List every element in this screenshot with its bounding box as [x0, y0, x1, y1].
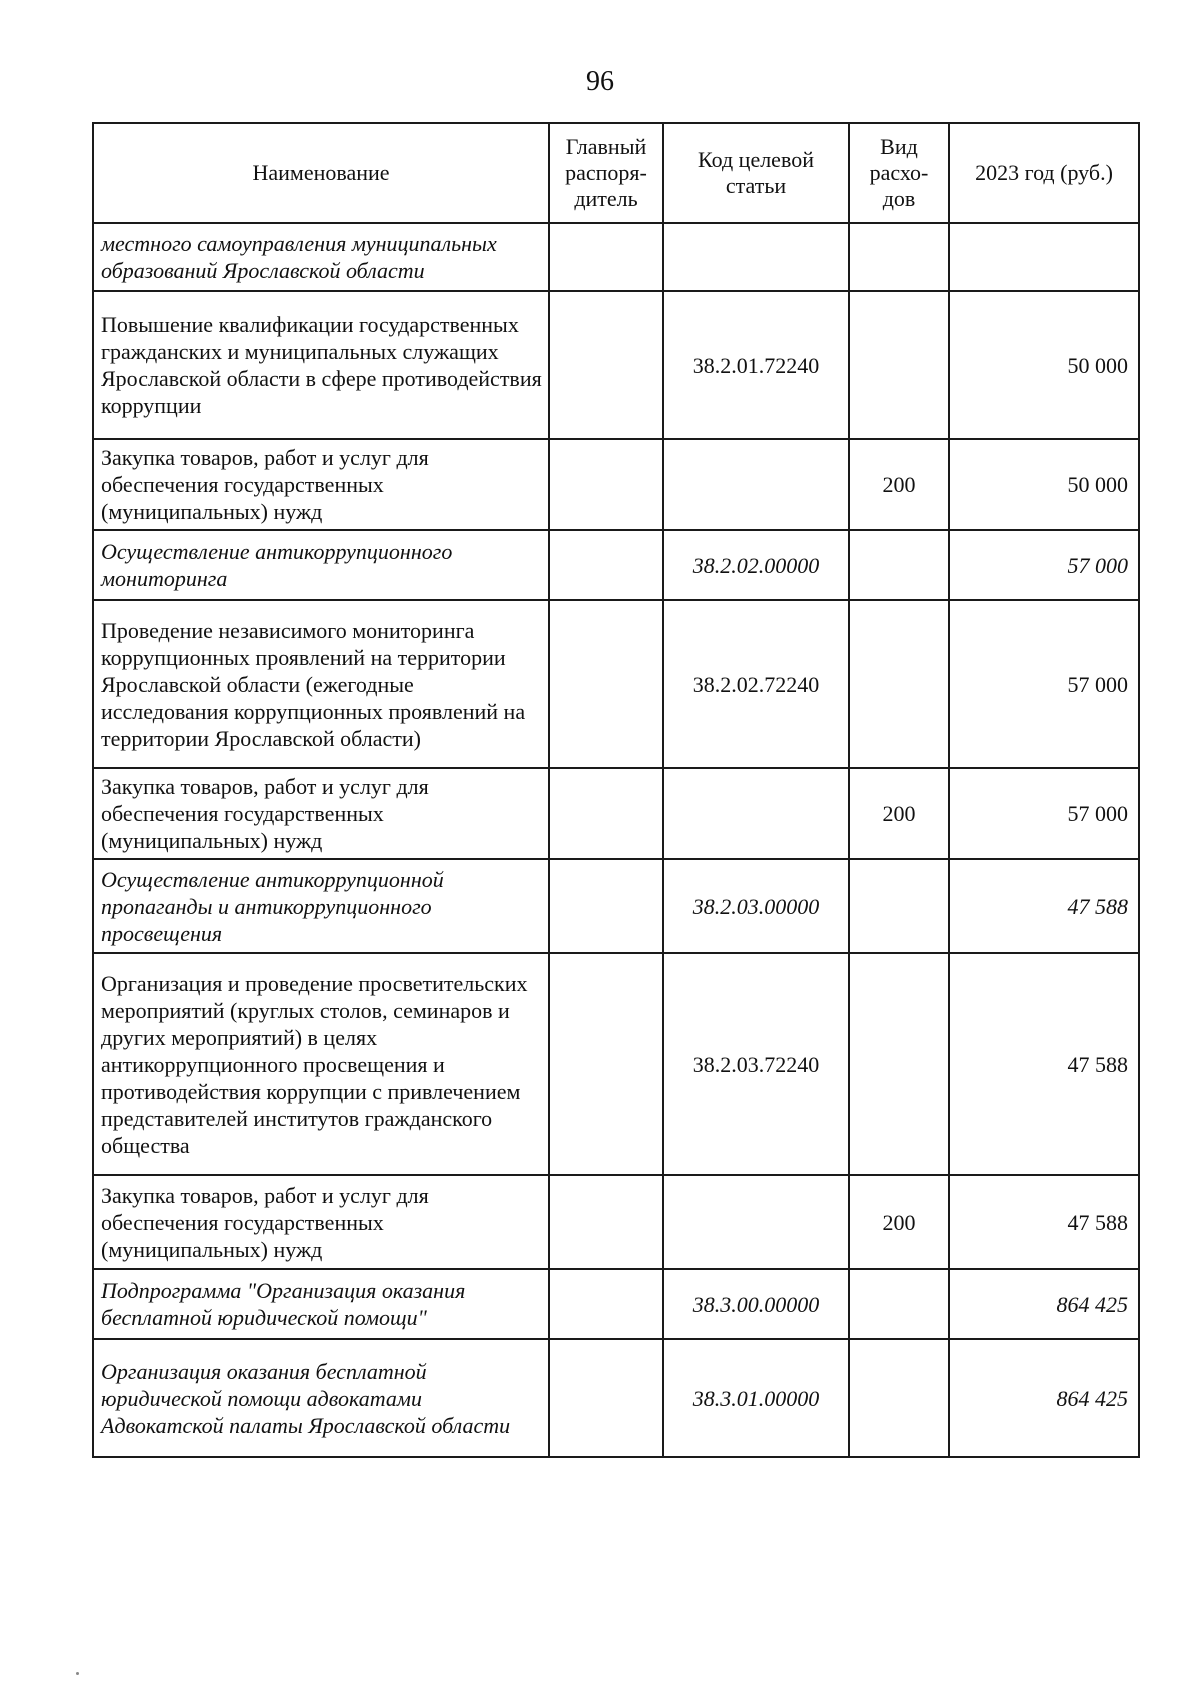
- table-row: [93, 859, 1139, 953]
- cell-name: Осуществление антикоррупционной пропаганды и антикоррупционного просвещения: [93, 859, 549, 953]
- cell-amount: 47 588: [949, 1175, 1139, 1269]
- cell-main-manager: [549, 1269, 663, 1339]
- cell-amount: 864 425: [949, 1339, 1139, 1457]
- cell-code: 38.3.00.00000: [663, 1269, 849, 1339]
- cell-main-manager: [549, 1175, 663, 1269]
- header-amount: 2023 год (руб.): [949, 123, 1139, 223]
- cell-main-manager: [549, 1339, 663, 1457]
- cell-kind: 200: [849, 768, 949, 859]
- page-number: 96: [586, 66, 614, 97]
- table-row: [93, 1339, 1139, 1457]
- cell-main-manager: [549, 439, 663, 530]
- cell-main-manager: [549, 768, 663, 859]
- cell-main-manager: [549, 953, 663, 1175]
- cell-kind: [849, 291, 949, 439]
- cell-name: Закупка товаров, работ и услуг для обеспечения государственных (муниципальных) нужд: [93, 439, 549, 530]
- table-row: [93, 1269, 1139, 1339]
- table-row: [93, 439, 1139, 530]
- cell-amount: [949, 223, 1139, 291]
- table-row: [93, 223, 1139, 291]
- cell-amount: 47 588: [949, 859, 1139, 953]
- cell-amount: 57 000: [949, 600, 1139, 768]
- cell-name: Организация оказания бесплатной юридической помощи адвокатами Адвокатской палаты Ярославской области: [93, 1339, 549, 1457]
- cell-kind: 200: [849, 1175, 949, 1269]
- cell-kind: [849, 859, 949, 953]
- table-row: [93, 530, 1139, 600]
- header-main-manager: Главный распоря-дитель: [549, 123, 663, 223]
- cell-kind: 200: [849, 439, 949, 530]
- cell-amount: 864 425: [949, 1269, 1139, 1339]
- cell-amount: 57 000: [949, 530, 1139, 600]
- cell-name: Повышение квалификации государственных гражданских и муниципальных служащих Ярославской области в сфере противодействия коррупции: [93, 291, 549, 439]
- cell-code: 38.2.02.72240: [663, 600, 849, 768]
- cell-name: Проведение независимого мониторинга коррупционных проявлений на территории Ярославской области (ежегодные исследования коррупционных проявлений на территории Ярославской области): [93, 600, 549, 768]
- cell-kind: [849, 1269, 949, 1339]
- header-name: Наименование: [93, 123, 549, 223]
- cell-name: Закупка товаров, работ и услуг для обеспечения государственных (муниципальных) нужд: [93, 1175, 549, 1269]
- table-row: [93, 768, 1139, 859]
- table-body: [93, 223, 1139, 1457]
- cell-code: [663, 439, 849, 530]
- cell-name: местного самоуправления муниципальных образований Ярославской области: [93, 223, 549, 291]
- cell-kind: [849, 223, 949, 291]
- header-code: Код целевой статьи: [663, 123, 849, 223]
- cell-main-manager: [549, 600, 663, 768]
- cell-name: Подпрограмма "Организация оказания бесплатной юридической помощи": [93, 1269, 549, 1339]
- cell-amount: 57 000: [949, 768, 1139, 859]
- scan-speck: [76, 1672, 79, 1675]
- cell-main-manager: [549, 530, 663, 600]
- cell-code: 38.3.01.00000: [663, 1339, 849, 1457]
- cell-kind: [849, 953, 949, 1175]
- cell-amount: 50 000: [949, 439, 1139, 530]
- cell-code: 38.2.01.72240: [663, 291, 849, 439]
- cell-amount: 47 588: [949, 953, 1139, 1175]
- cell-code: [663, 223, 849, 291]
- cell-amount: 50 000: [949, 291, 1139, 439]
- table-row: [93, 953, 1139, 1175]
- table-row: [93, 600, 1139, 768]
- table-row: [93, 291, 1139, 439]
- table-header-row: [93, 123, 1139, 223]
- cell-name: Осуществление антикоррупционного мониторинга: [93, 530, 549, 600]
- cell-code: 38.2.03.00000: [663, 859, 849, 953]
- cell-code: [663, 768, 849, 859]
- cell-main-manager: [549, 859, 663, 953]
- cell-main-manager: [549, 291, 663, 439]
- cell-code: 38.2.03.72240: [663, 953, 849, 1175]
- cell-kind: [849, 530, 949, 600]
- cell-kind: [849, 600, 949, 768]
- budget-table: [92, 122, 1140, 1458]
- cell-name: Организация и проведение просветительских мероприятий (круглых столов, семинаров и других мероприятий) в целях антикоррупционного просвещения и противодействия коррупции с привлечением представителей институтов гражданского общества: [93, 953, 549, 1175]
- cell-kind: [849, 1339, 949, 1457]
- header-kind: Вид расхо-дов: [849, 123, 949, 223]
- cell-code: 38.2.02.00000: [663, 530, 849, 600]
- cell-main-manager: [549, 223, 663, 291]
- cell-code: [663, 1175, 849, 1269]
- cell-name: Закупка товаров, работ и услуг для обеспечения государственных (муниципальных) нужд: [93, 768, 549, 859]
- table-row: [93, 1175, 1139, 1269]
